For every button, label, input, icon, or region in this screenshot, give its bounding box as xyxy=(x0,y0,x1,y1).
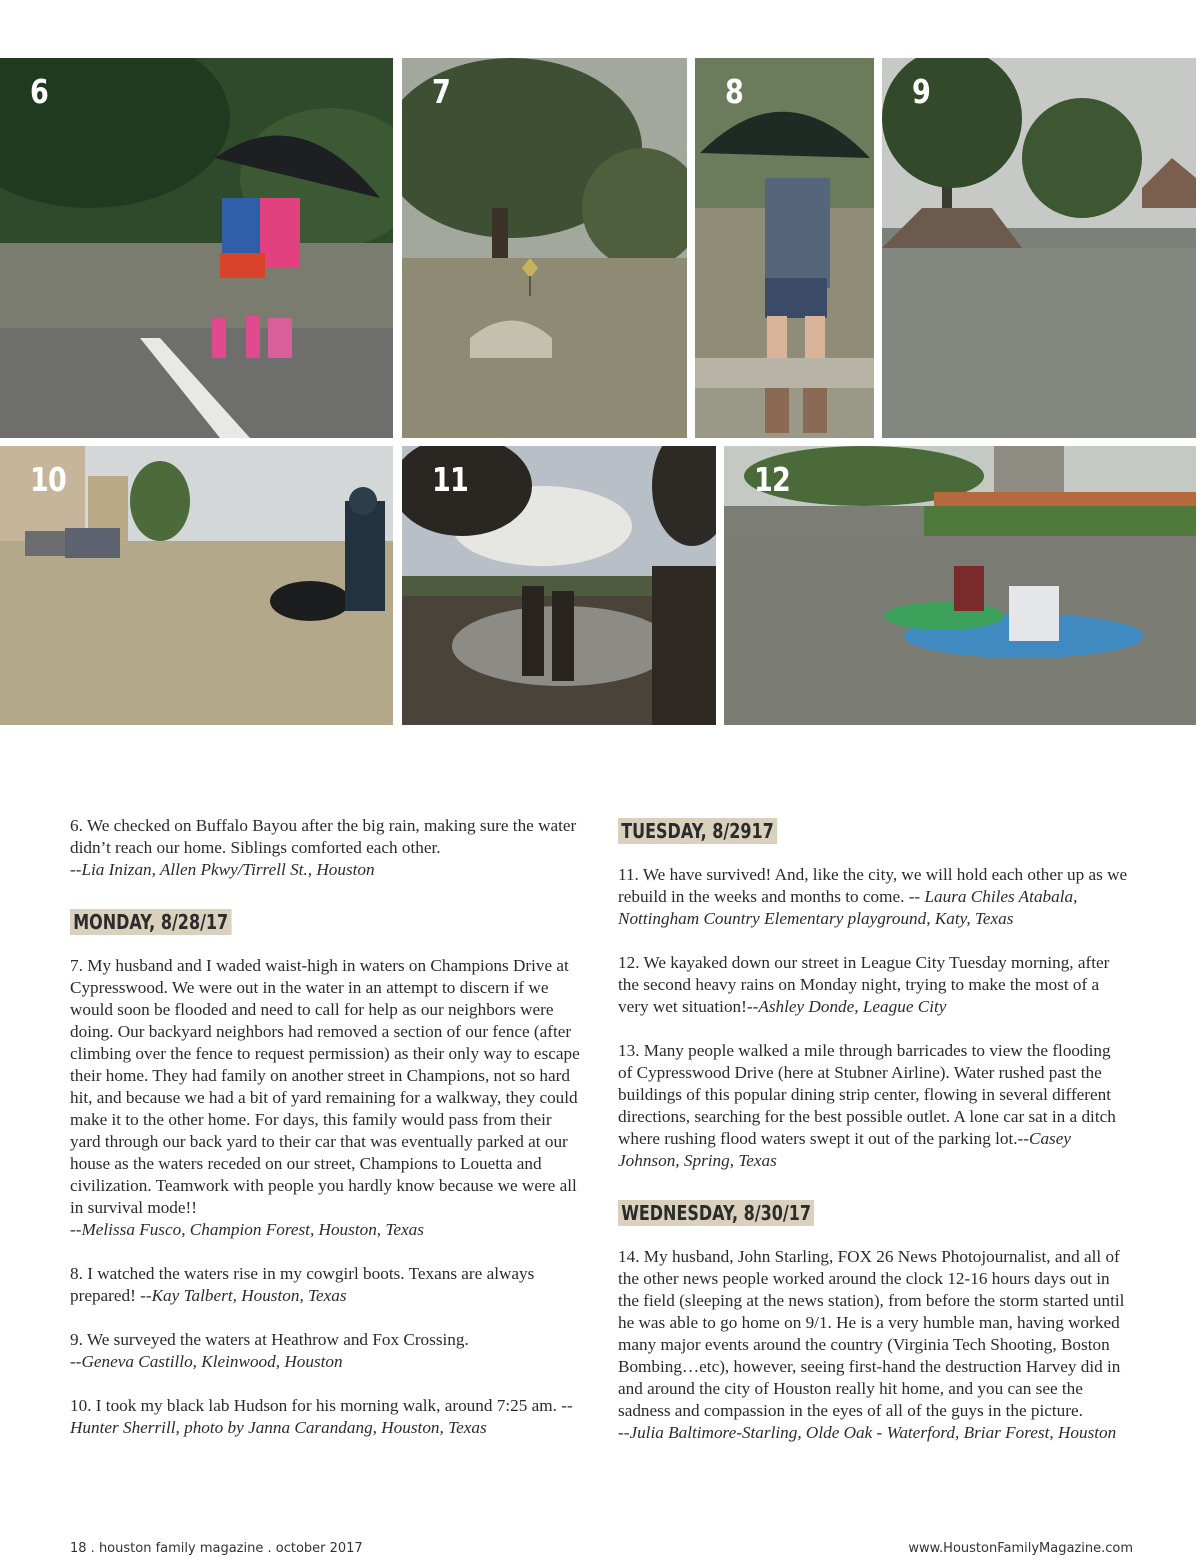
photo-number: 11 xyxy=(432,460,469,499)
credit-11: -- Laura Chiles Atabala, Nottingham Country Elementary playground, Katy, Texas xyxy=(618,887,1078,928)
photo-number: 8 xyxy=(725,72,744,111)
heading-tuesday: TUESDAY, 8/2917 xyxy=(618,818,777,844)
heading-monday: MONDAY, 8/28/17 xyxy=(70,909,231,935)
credit-6: --Lia Inizan, Allen Pkwy/Tirrell St., Houston xyxy=(70,860,375,879)
footer-website: www.HoustonFamilyMagazine.com xyxy=(908,1541,1133,1556)
credit-13: --Casey Johnson, Spring, Texas xyxy=(618,1129,1071,1170)
photo-number: 9 xyxy=(912,72,931,111)
caption-6: 6. We checked on Buffalo Bayou after the big rain, making sure the water didn’t reach our home. Siblings comforted each other. --Lia Inizan, Allen Pkwy/Tirrell St., Houston xyxy=(70,816,577,879)
credit-12: --Ashley Donde, League City xyxy=(746,997,947,1016)
caption-9: 9. We surveyed the waters at Heathrow and Fox Crossing. --Geneva Castillo, Kleinwood, Houston xyxy=(70,1330,469,1371)
photo-6-siblings-umbrella xyxy=(0,58,393,438)
photo-10-dog-walk xyxy=(0,446,393,725)
photo-11-playground xyxy=(402,446,716,725)
heading-wednesday: WEDNESDAY, 8/30/17 xyxy=(618,1200,814,1226)
caption-8: 8. I watched the waters rise in my cowgirl boots. Texans are always prepared! --Kay Talbert, Houston, Texas xyxy=(70,1264,535,1305)
credit-10: --Hunter Sherrill, photo by Janna Carandang, Houston, Texas xyxy=(70,1396,573,1437)
credit-8: --Kay Talbert, Houston, Texas xyxy=(140,1286,347,1305)
credit-7: --Melissa Fusco, Champion Forest, Houston, Texas xyxy=(70,1220,424,1239)
photo-number: 7 xyxy=(432,72,451,111)
photo-number: 6 xyxy=(30,72,49,111)
caption-13: 13. Many people walked a mile through barricades to view the flooding of Cypresswood Drive (here at Stubner Airline). Water rushed past the buildings of this popular dining strip center, flowing in several different directions, searching for the best possible outlet. A lone car sat in a ditch where rushing flood waters swept it out of the parking lot.--Casey Johnson, Spring, Texas xyxy=(618,1041,1116,1170)
footer-folio: 18 . houston family magazine . october 2017 xyxy=(70,1541,363,1556)
photo-number: 10 xyxy=(30,460,67,499)
photo-12-kayak xyxy=(724,446,1196,725)
photo-9-flooded-street xyxy=(882,58,1196,438)
credit-14: --Julia Baltimore-Starling, Olde Oak - Waterford, Briar Forest, Houston xyxy=(618,1423,1117,1442)
photo-8-cowgirl-boots xyxy=(695,58,874,438)
credit-9: --Geneva Castillo, Kleinwood, Houston xyxy=(70,1352,343,1371)
caption-12: 12. We kayaked down our street in League City Tuesday morning, after the second heavy rains on Monday night, trying to make the most of a very wet situation!--Ashley Donde, League City xyxy=(618,953,1110,1016)
caption-14: 14. My husband, John Starling, FOX 26 News Photojournalist, and all of the other news people worked around the clock 12-16 hours days out in the field (sleeping at the news station), from before the storm started until he was able to go home on 9/1. He is a very humble man, having worked many major events around the country (Virginia Tech Shooting, Boston Bombing…etc), however, seeing first-hand the destruction Harvey did in and around the city of Houston really hit home, and you can see the sadness and compassion in the eyes of all of the guys in the picture. --Julia Baltimore-Starling, Olde Oak - Waterford, Briar Forest, Houston xyxy=(618,1247,1125,1442)
caption-7: 7. My husband and I waded waist-high in waters on Champions Drive at Cypresswood. We were out in the water in an attempt to discern if we would soon be flooded and need to call for help as our neighbors were doing. Our backyard neighbors had removed a section of our fence (after climbing over the fence to request permission) as their only way to escape their home. They had family on another street in Champions, not so hard hit, and because we had a bit of yard remaining for a walkway, they could make it to the other home. For days, this family would pass from their yard through our back yard to their car that was eventually parked at our house as the waters receded on our street, Champions to Louetta and civilization. Teamwork with people you hardly know because we were all in survival mode!! --Melissa Fusco, Champion Forest, Houston, Texas xyxy=(70,956,580,1239)
caption-11: 11. We have survived! And, like the city, we will hold each other up as we rebuild in the weeks and months to come. -- Laura Chiles Atabala, Nottingham Country Elementary playground, Katy, Texas xyxy=(618,865,1128,928)
photo-number: 12 xyxy=(754,460,791,499)
caption-10: 10. I took my black lab Hudson for his morning walk, around 7:25 am. --Hunter Sherrill, photo by Janna Carandang, Houston, Texas xyxy=(70,1396,573,1437)
photo-7-flooded-field xyxy=(402,58,687,438)
left-column xyxy=(70,815,580,1461)
right-column xyxy=(618,818,1128,1466)
